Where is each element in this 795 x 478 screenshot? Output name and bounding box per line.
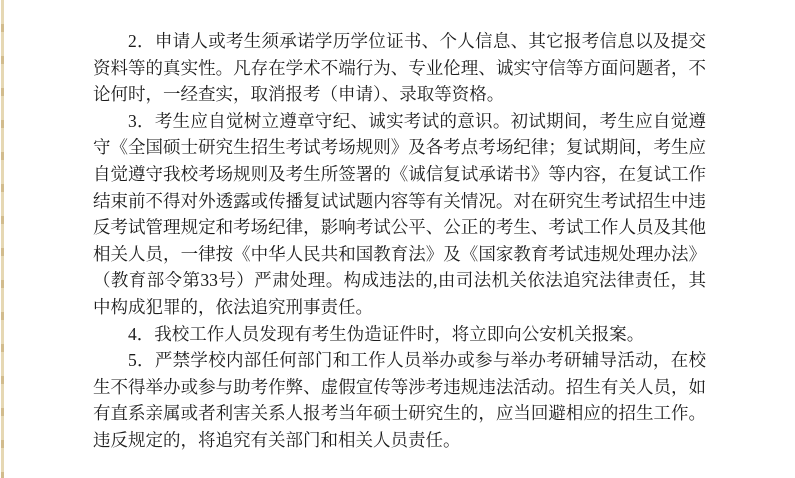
paragraph-item-2: 2．申请人或考生须承诺学历学位证书、个人信息、其它报考信息以及提交资料等的真实性。凡存在学术不端行为、专业伦理、诚实守信等方面问题者，不论何时，一经查实，取消报考（申请）、录取等资格。	[93, 31, 706, 105]
page-edge-stripe	[1, 0, 4, 478]
document-text-block	[93, 28, 706, 454]
paragraph-item-3: 3．考生应自觉树立遵章守纪、诚实考试的意识。初试期间，考生应自觉遵守《全国硕士研究生招生考试考场规则》及各考点考场纪律；复试期间，考生应自觉遵守我校考场规则及考生所签署的《诚信复试承诺书》等内容，在复试工作结束前不得对外透露或传播复试试题内容等有关情况。对在研究生考试招生中违反考试管理规定和考场纪律，影响考试公平、公正的考生、考试工作人员及其他相关人员，一律按《中华人民共和国教育法》及《国家教育考试违规处理办法》（教育部令第33号）严肃处理。构成违法的,由司法机关依法追究法律责任，其中构成犯罪的，依法追究刑事责任。	[93, 110, 706, 317]
paragraph-item-4: 4．我校工作人员发现有考生伪造证件时，将立即向公安机关报案。	[128, 323, 645, 344]
paragraph-item-5: 5．严禁学校内部任何部门和工作人员举办或参与举办考研辅导活动，在校生不得举办或参与助考作弊、虚假宣传等涉考违规违法活动。招生有关人员，如有直系亲属或者利害关系人报考当年硕士研究生的，应当回避相应的招生工作。违反规定的，将追究有关部门和相关人员责任。	[93, 350, 706, 450]
